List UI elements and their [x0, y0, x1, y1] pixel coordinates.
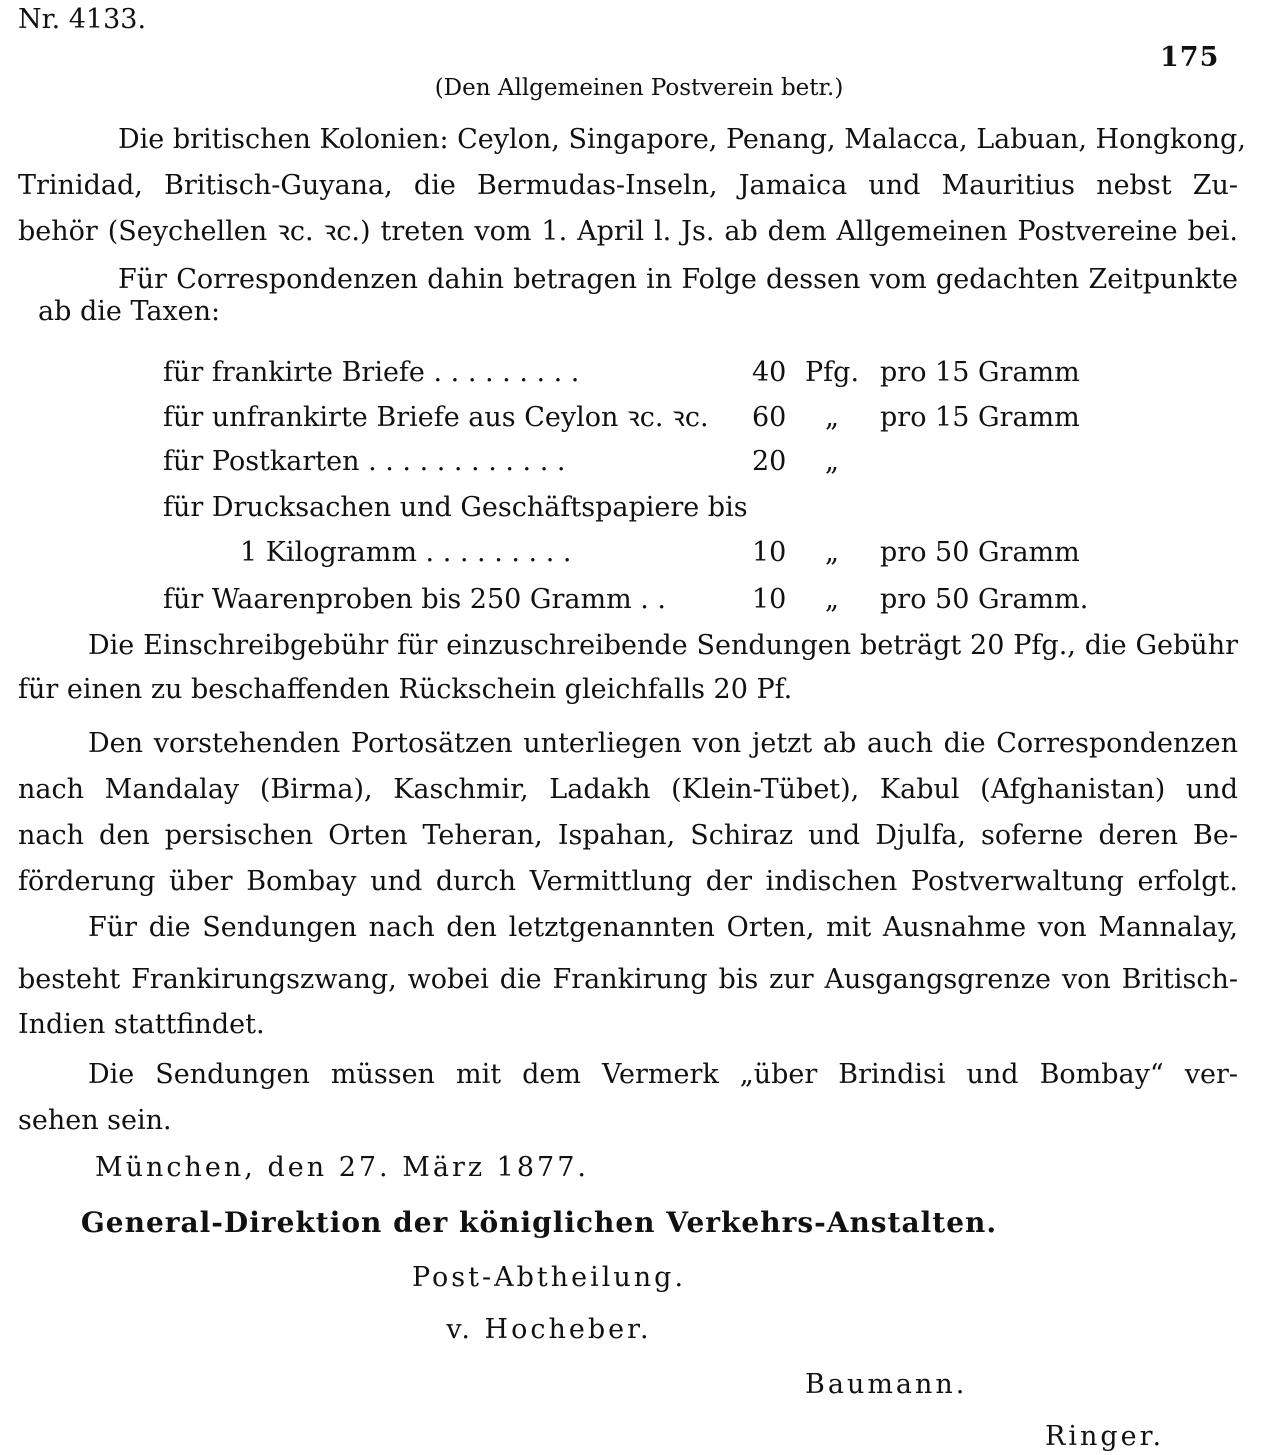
- tariff-row: [0, 444, 1278, 480]
- tariff-item: für unfrankirte Briefe aus Ceylon ꝛc. ꝛc.: [163, 402, 709, 433]
- signature-name: Ringer.: [1045, 1421, 1165, 1452]
- signature-name: v. Hocheber.: [446, 1314, 652, 1345]
- paragraph-2-line: ab die Taxen:: [38, 296, 221, 327]
- paragraph-4-line: nach Mandalay (Birma), Kaschmir, Ladakh (Klein-Tübet), Kabul (Afghanistan) und: [18, 774, 1238, 805]
- tariff-item-continued: 1 Kilogramm . . . . . . . . .: [240, 537, 572, 568]
- signature-authority: General-Direktion der königlichen Verkehrs-Anstalten.: [80, 1206, 998, 1239]
- paragraph-4-line: förderung über Bombay und durch Vermittlung der indischen Postverwaltung erfolgt.: [18, 866, 1238, 897]
- tariff-price: 20: [752, 446, 787, 477]
- paragraph-1-line: Trinidad, Britisch-Guyana, die Bermudas-Inseln, Jamaica und Mauritius nebst Zu-: [18, 170, 1238, 201]
- tariff-per: pro 15 Gramm: [880, 402, 1080, 433]
- tariff-row: [0, 582, 1278, 618]
- subject-line: (Den Allgemeinen Postverein betr.): [434, 75, 844, 101]
- tariff-row: [0, 535, 1278, 571]
- tariff-item: für Postkarten . . . . . . . . . . . .: [163, 446, 566, 477]
- page-number: 175: [1160, 42, 1220, 73]
- tariff-price: 10: [752, 584, 787, 615]
- place-and-date: München, den 27. März 1877.: [95, 1152, 589, 1183]
- signature-department: Post-Abtheilung.: [411, 1262, 687, 1293]
- paragraph-4-line: Den vorstehenden Portosätzen unterliegen von jetzt ab auch die Correspondenzen: [88, 728, 1238, 759]
- tariff-unit: „: [825, 537, 839, 568]
- tariff-row: [0, 490, 1278, 526]
- signature-name: Baumann.: [805, 1369, 968, 1400]
- tariff-item: für Drucksachen und Geschäftspapiere bis: [163, 492, 748, 523]
- tariff-unit: „: [825, 446, 839, 477]
- paragraph-2-line: Für Correspondenzen dahin betragen in Folge dessen vom gedachten Zeitpunkte: [118, 264, 1238, 295]
- paragraph-5-line: besteht Frankirungszwang, wobei die Frankirung bis zur Ausgangsgrenze von Britisch-: [18, 964, 1238, 995]
- paragraph-3-line: Die Einschreibgebühr für einzuschreibende Sendungen beträgt 20 Pfg., die Gebühr: [88, 630, 1238, 661]
- tariff-unit: „: [825, 402, 839, 433]
- tariff-row: [0, 355, 1278, 391]
- paragraph-3-line: für einen zu beschaffenden Rückschein gleichfalls 20 Pf.: [18, 674, 793, 705]
- paragraph-6-line: Die Sendungen müssen mit dem Vermerk „über Brindisi und Bombay“ ver-: [88, 1059, 1238, 1090]
- tariff-row: [0, 400, 1278, 436]
- paragraph-4-line: nach den persischen Orten Teheran, Ispahan, Schiraz und Djulfa, soferne deren Be-: [18, 820, 1238, 851]
- tariff-unit: „: [825, 584, 839, 615]
- tariff-price: 60: [752, 402, 787, 433]
- tariff-price: 40: [752, 357, 787, 388]
- tariff-per: pro 50 Gramm: [880, 537, 1080, 568]
- tariff-unit: Pfg.: [805, 357, 860, 388]
- paragraph-1-line: behör (Seychellen ꝛc. ꝛc.) treten vom 1. April l. Js. ab dem Allgemeinen Postvereine bei.: [18, 216, 1238, 247]
- tariff-item: für frankirte Briefe . . . . . . . . .: [163, 357, 580, 388]
- tariff-price: 10: [752, 537, 787, 568]
- paragraph-5-line: Indien stattfindet.: [18, 1009, 265, 1040]
- paragraph-1-line: Die britischen Kolonien: Ceylon, Singapore, Penang, Malacca, Labuan, Hongkong,: [118, 124, 1246, 155]
- tariff-per: pro 50 Gramm.: [880, 584, 1089, 615]
- paragraph-6-line: sehen sein.: [18, 1105, 172, 1136]
- tariff-per: pro 15 Gramm: [880, 357, 1080, 388]
- tariff-item: für Waarenproben bis 250 Gramm . .: [163, 584, 667, 615]
- paragraph-5-line: Für die Sendungen nach den letztgenannten Orten, mit Ausnahme von Mannalay,: [88, 912, 1238, 943]
- document-number: Nr. 4133.: [18, 4, 147, 35]
